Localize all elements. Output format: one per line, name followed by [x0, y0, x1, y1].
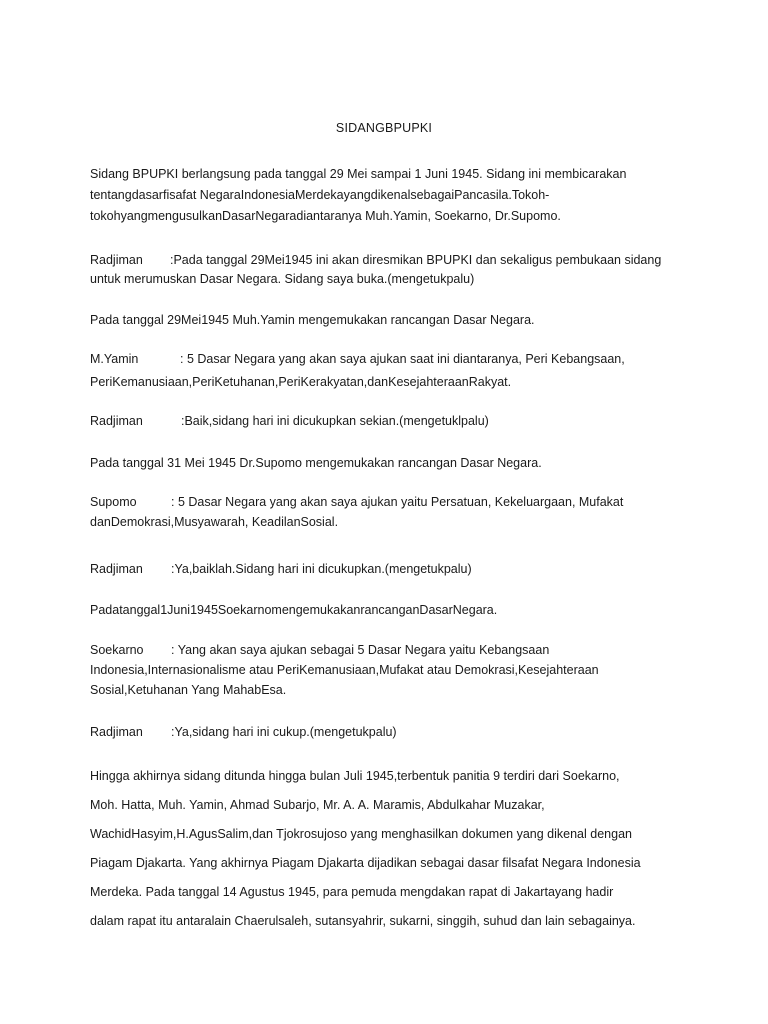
dialogue-radjiman-close-2 [90, 559, 690, 579]
narration-supomo [90, 453, 690, 474]
intro-paragraph [90, 164, 690, 227]
dialogue-radjiman-opening [90, 251, 690, 289]
speaker-name: M.Yamin [90, 352, 139, 366]
closing-line: Piagam Djakarta. Yang akhirnya Piagam Djakarta dijadikan sebagai dasar filsafat Negara Indonesia [90, 856, 641, 870]
document-title: SIDANGBPUPKI [335, 121, 433, 135]
speaker-name: Radjiman [90, 562, 143, 576]
dialogue-yamin [90, 348, 690, 394]
narration-text: Padatanggal1Juni1945SoekarnomengemukakanrancanganDasarNegara. [90, 603, 498, 617]
closing-line: dalam rapat itu antaralain Chaerulsaleh, sutansyahrir, sukarni, singgih, suhud dan lain sebagainya. [90, 914, 636, 928]
narration-text: Pada tanggal 29Mei1945 Muh.Yamin mengemukakan rancangan Dasar Negara. [90, 313, 535, 327]
closing-line: Merdeka. Pada tanggal 14 Agustus 1945, para pemuda mengdakan rapat di Jakartayang hadir [90, 885, 614, 899]
closing-line: Hingga akhirnya sidang ditunda hingga bulan Juli 1945,terbentuk panitia 9 terdiri dari Soekarno, [90, 769, 620, 783]
speaker-name: Radjiman [90, 253, 143, 267]
dialogue-text: :Pada tanggal 29Mei1945 ini akan diresmikan BPUPKI dan sekaligus pembukaan sidang [170, 253, 662, 267]
dialogue-text: :Baik,sidang hari ini dicukupkan sekian.(mengetuklpalu) [181, 414, 489, 428]
speaker-name: Radjiman [90, 414, 143, 428]
dialogue-text: Indonesia,Internasionalisme atau PeriKemanusiaan,Mufakat atau Demokrasi,Kesejahteraan [90, 663, 599, 677]
dialogue-supomo [90, 492, 690, 532]
narration-yamin [90, 310, 690, 331]
dialogue-text: untuk merumuskan Dasar Negara. Sidang saya buka.(mengetukpalu) [90, 272, 475, 286]
dialogue-text: :Ya,sidang hari ini cukup.(mengetukpalu) [171, 725, 397, 739]
dialogue-text: danDemokrasi,Musyawarah, KeadilanSosial. [90, 515, 339, 529]
closing-line: Moh. Hatta, Muh. Yamin, Ahmad Subarjo, Mr. A. A. Maramis, Abdulkahar Muzakar, [90, 798, 545, 812]
closing-paragraph [90, 762, 690, 936]
narration-text: Pada tanggal 31 Mei 1945 Dr.Supomo mengemukakan rancangan Dasar Negara. [90, 456, 542, 470]
dialogue-text: : 5 Dasar Negara yang akan saya ajukan yaitu Persatuan, Kekeluargaan, Mufakat [171, 495, 624, 509]
speaker-name: Supomo [90, 495, 137, 509]
speaker-name: Radjiman [90, 725, 143, 739]
dialogue-text: : 5 Dasar Negara yang akan saya ajukan saat ini diantaranya, Peri Kebangsaan, [180, 352, 625, 366]
dialogue-text: :Ya,baiklah.Sidang hari ini dicukupkan.(mengetukpalu) [171, 562, 472, 576]
dialogue-text: : Yang akan saya ajukan sebagai 5 Dasar Negara yaitu Kebangsaan [171, 643, 550, 657]
intro-line: tentangdasarfisafat NegaraIndonesiaMerdekayangdikenalsebagaiPancasila.Tokoh- [90, 188, 550, 202]
dialogue-radjiman-close-1 [90, 411, 690, 431]
closing-line: WachidHasyim,H.AgusSalim,dan Tjokrosujoso yang menghasilkan dokumen yang dikenal dengan [90, 827, 632, 841]
dialogue-text: Sosial,Ketuhanan Yang MahabEsa. [90, 683, 287, 697]
intro-line: tokohyangmengusulkanDasarNegaradiantaranya Muh.Yamin, Soekarno, Dr.Supomo. [90, 209, 561, 223]
dialogue-text: PeriKemanusiaan,PeriKetuhanan,PeriKerakyatan,danKesejahteraanRakyat. [90, 375, 512, 389]
dialogue-radjiman-close-3 [90, 722, 690, 742]
speaker-name: Soekarno [90, 643, 144, 657]
narration-soekarno [90, 600, 690, 621]
dialogue-soekarno [90, 640, 690, 700]
intro-line: Sidang BPUPKI berlangsung pada tanggal 29 Mei sampai 1 Juni 1945. Sidang ini membicarakan [90, 167, 627, 181]
